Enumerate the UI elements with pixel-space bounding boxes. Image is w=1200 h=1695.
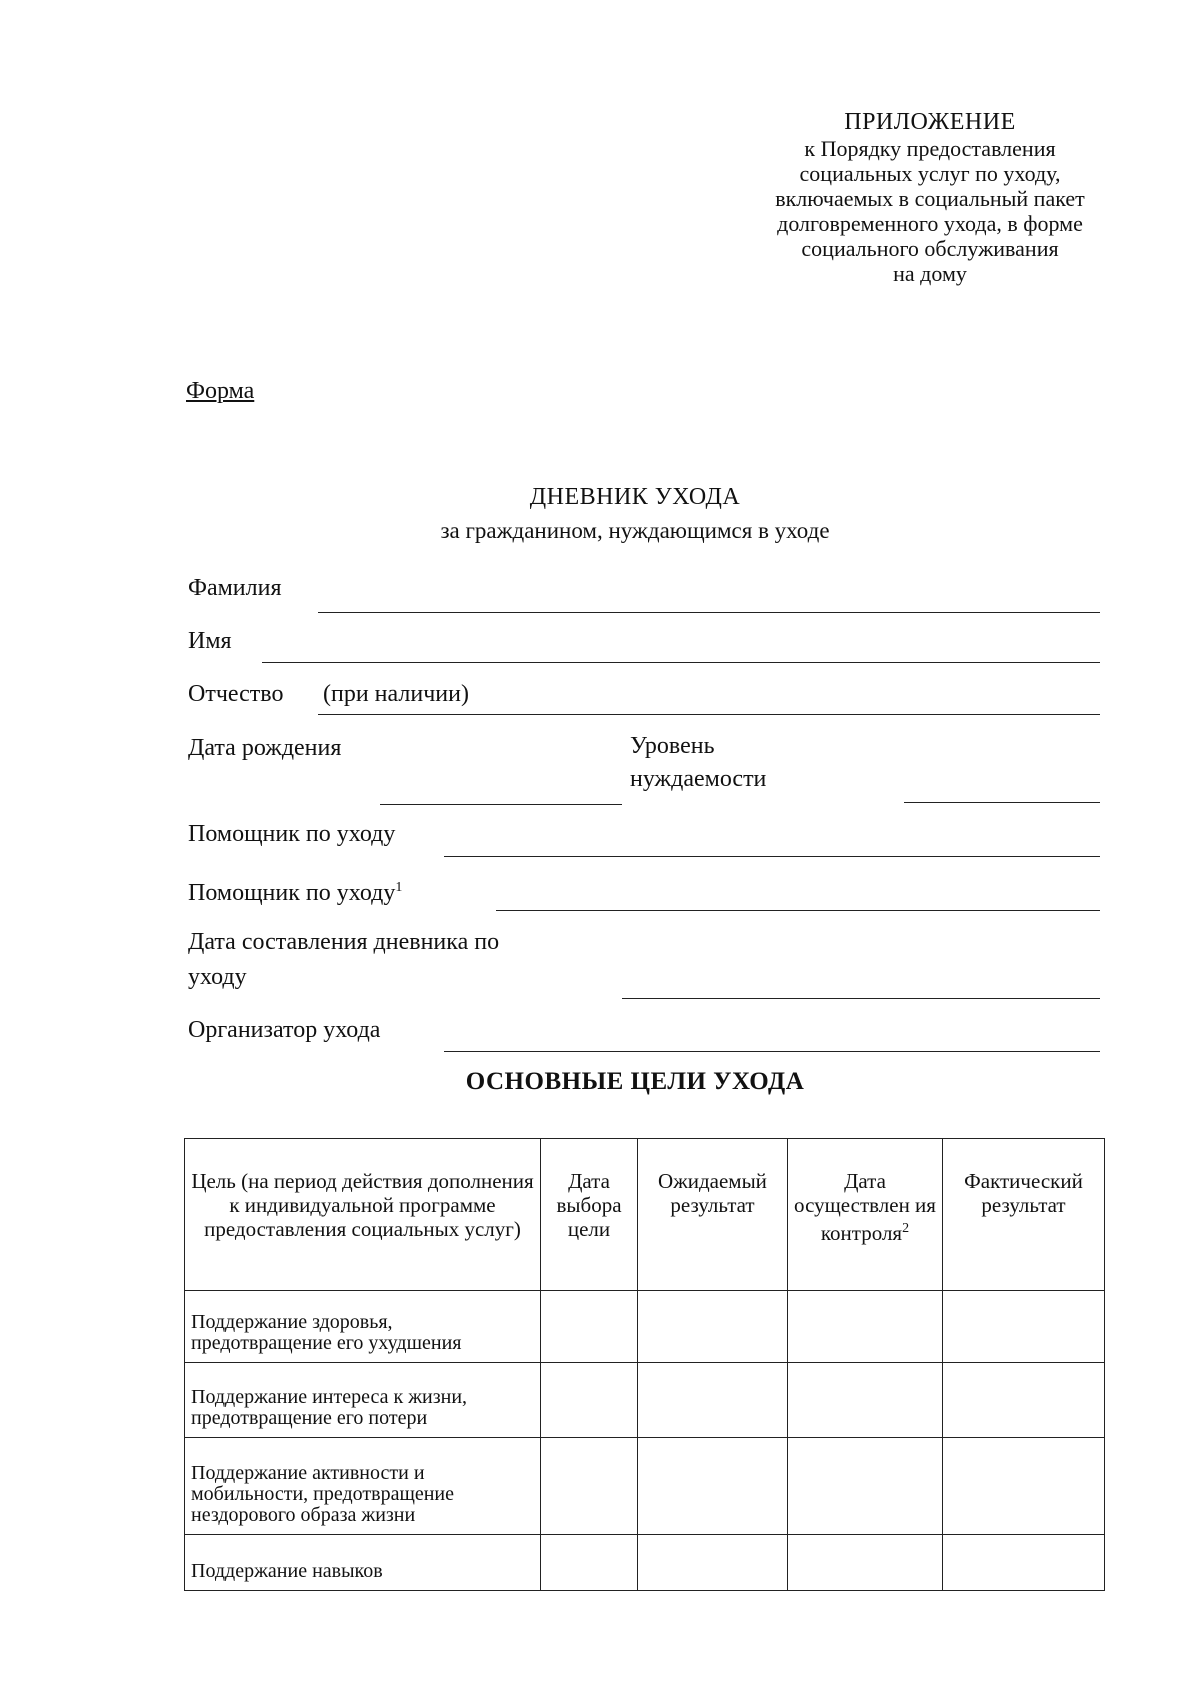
care-assistant-2-label xyxy=(188,872,402,909)
control-date-cell[interactable] xyxy=(788,1438,943,1535)
care-organizer-field[interactable] xyxy=(444,1051,1100,1052)
control-date-cell[interactable] xyxy=(788,1363,943,1438)
care-assistant-label: Помощник по уходу xyxy=(188,821,396,847)
goal-cell: Поддержание здоровья, предотвращение его ухудшения xyxy=(185,1291,541,1363)
appendix-line: включаемых в социальный пакет xyxy=(775,186,1085,211)
table-row xyxy=(185,1291,1105,1363)
footnote-marker: 2 xyxy=(902,1221,910,1236)
need-level-label-line2: нуждаемости xyxy=(630,766,767,792)
document-subtitle: за гражданином, нуждающимся в уходе xyxy=(440,518,830,543)
patronymic-field[interactable] xyxy=(318,714,1100,715)
need-level-label: Уровень xyxy=(630,733,715,759)
table-row xyxy=(185,1438,1105,1535)
care-assistant-field[interactable] xyxy=(444,856,1100,857)
actual-result-cell[interactable] xyxy=(943,1363,1105,1438)
control-date-cell[interactable] xyxy=(788,1291,943,1363)
expected-result-cell[interactable] xyxy=(638,1535,788,1591)
need-level-field[interactable] xyxy=(904,802,1100,803)
section-title: ОСНОВНЫЕ ЦЕЛИ УХОДА xyxy=(465,1068,805,1095)
goal-cell: Поддержание интереса к жизни, предотвращение его потери xyxy=(185,1363,541,1438)
expected-result-cell[interactable] xyxy=(638,1363,788,1438)
footnote-marker: 1 xyxy=(395,880,403,895)
table-row xyxy=(185,1535,1105,1591)
birth-date-field[interactable] xyxy=(380,804,622,805)
selection-date-cell[interactable] xyxy=(541,1535,638,1591)
selection-date-cell[interactable] xyxy=(541,1291,638,1363)
table-header-row xyxy=(185,1139,1105,1291)
appendix-line: социальных услуг по уходу, xyxy=(799,161,1061,186)
header-control-date-text: Дата осуществлен ия контроля xyxy=(794,1169,936,1245)
selection-date-cell[interactable] xyxy=(541,1363,638,1438)
name-field[interactable] xyxy=(262,662,1100,663)
goals-table xyxy=(184,1138,1105,1591)
patronymic-note: (при наличии) xyxy=(323,681,469,707)
surname-field[interactable] xyxy=(318,612,1100,613)
header-selection-date: Дата выбора цели xyxy=(541,1139,638,1291)
actual-result-cell[interactable] xyxy=(943,1535,1105,1591)
expected-result-cell[interactable] xyxy=(638,1438,788,1535)
actual-result-cell[interactable] xyxy=(943,1438,1105,1535)
surname-label: Фамилия xyxy=(188,575,282,601)
care-assistant-2-text: Помощник по уходу xyxy=(188,880,396,906)
header-actual-result: Фактический результат xyxy=(943,1139,1105,1291)
diary-date-label: Дата составления дневника по xyxy=(188,929,500,955)
care-assistant-2-field[interactable] xyxy=(496,910,1100,911)
document-title: ДНЕВНИК УХОДА xyxy=(529,484,741,510)
actual-result-cell[interactable] xyxy=(943,1291,1105,1363)
header-goal: Цель (на период действия дополнения к индивидуальной программе предоставления социальных услуг) xyxy=(185,1139,541,1291)
control-date-cell[interactable] xyxy=(788,1535,943,1591)
diary-date-label-line2: уходу xyxy=(188,964,247,990)
table-row xyxy=(185,1363,1105,1438)
appendix-line: социального обслуживания xyxy=(801,236,1059,261)
patronymic-label: Отчество xyxy=(188,681,284,707)
diary-date-field[interactable] xyxy=(622,998,1100,999)
appendix-line: долговременного ухода, в форме xyxy=(777,211,1083,236)
appendix-line: к Порядку предоставления xyxy=(804,136,1056,161)
form-label: Форма xyxy=(186,378,255,404)
goal-cell: Поддержание навыков xyxy=(185,1535,541,1591)
care-organizer-label: Организатор ухода xyxy=(188,1017,381,1043)
appendix-header xyxy=(720,108,1140,286)
selection-date-cell[interactable] xyxy=(541,1438,638,1535)
name-label: Имя xyxy=(188,628,232,654)
expected-result-cell[interactable] xyxy=(638,1291,788,1363)
header-expected-result: Ожидаемый результат xyxy=(638,1139,788,1291)
goal-cell: Поддержание активности и мобильности, предотвращение нездорового образа жизни xyxy=(185,1438,541,1535)
birth-date-label: Дата рождения xyxy=(188,735,342,761)
appendix-line: на дому xyxy=(893,261,967,286)
header-control-date xyxy=(788,1139,943,1291)
appendix-title: ПРИЛОЖЕНИЕ xyxy=(844,109,1016,135)
